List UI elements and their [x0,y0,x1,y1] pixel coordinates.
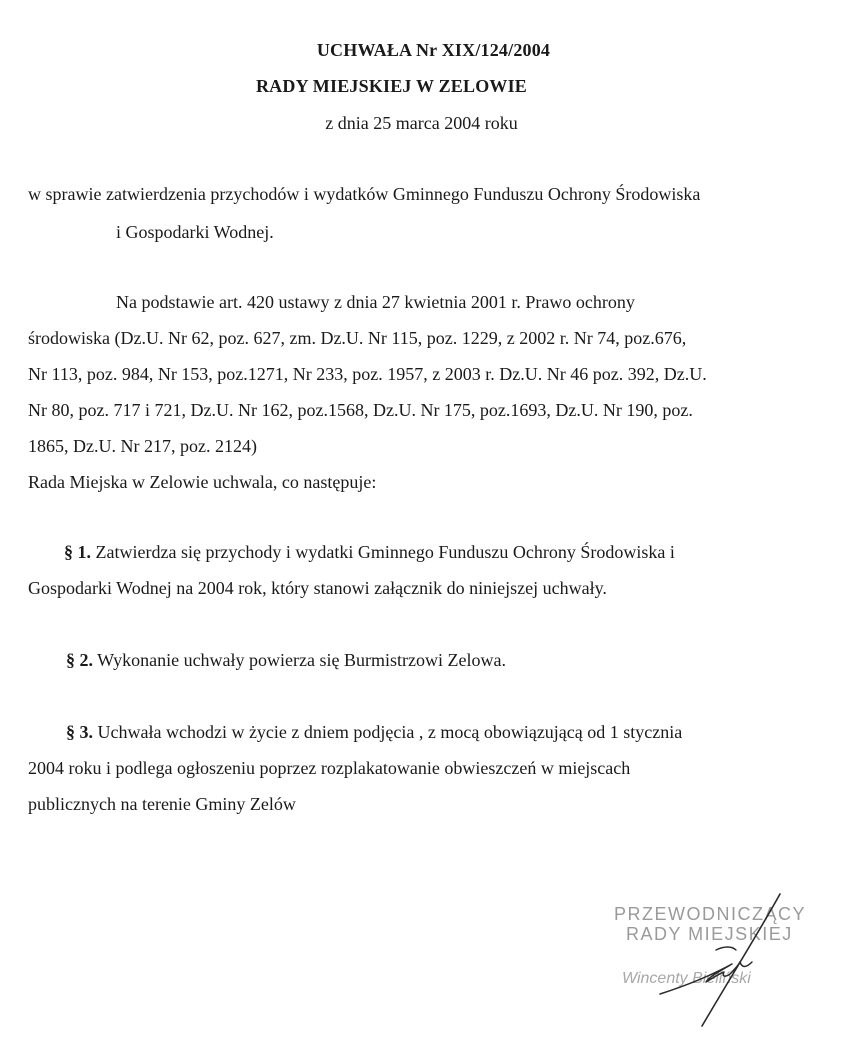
stamp-chairman-name: Wincenty Bieliński [622,970,751,987]
legal-basis-line-2: środowiska (Dz.U. Nr 62, poz. 627, zm. Dz.U. Nr 115, poz. 1229, z 2002 r. Nr 74, poz.676, [28,328,687,348]
section-2-label: § 2. [66,650,93,670]
resolution-number: UCHWAŁA Nr XIX/124/2004 [316,40,551,60]
stamp-title: PRZEWODNICZĄCY [614,904,806,924]
subject-line-2: i Gospodarki Wodnej. [116,222,274,242]
section-1-line-1 [64,542,675,563]
section-2-text: Wykonanie uchwały powierza się Burmistrzowi Zelowa. [93,650,506,670]
section-1-label: § 1. [64,542,91,562]
legal-basis-line-4: Nr 80, poz. 717 i 721, Dz.U. Nr 162, poz.1568, Dz.U. Nr 175, poz.1693, Dz.U. Nr 190, poz. [28,400,693,420]
section-3-line-3: publicznych na terenie Gminy Zelów [28,794,296,814]
section-1-line-2: Gospodarki Wodnej na 2004 rok, który stanowi załącznik do niniejszej uchwały. [28,578,607,598]
section-3-line-1 [66,722,682,743]
section-3-label: § 3. [66,722,93,742]
section-2 [66,650,506,671]
resolution-intro: Rada Miejska w Zelowie uchwala, co następuje: [28,472,377,492]
section-3-line-2: 2004 roku i podlega ogłoszeniu poprzez rozplakatowanie obwieszczeń w miejscach [28,758,631,778]
legal-basis-line-1: Na podstawie art. 420 ustawy z dnia 27 kwietnia 2001 r. Prawo ochrony [116,292,635,312]
subject-line-1: w sprawie zatwierdzenia przychodów i wydatków Gminnego Funduszu Ochrony Środowiska [28,184,701,204]
legal-basis-line-5: 1865, Dz.U. Nr 217, poz. 2124) [28,436,257,456]
council-name: RADY MIEJSKIEJ W ZELOWIE [255,76,528,96]
section-3-text: Uchwała wchodzi w życie z dniem podjęcia , z mocą obowiązującą od 1 stycznia [93,722,683,742]
legal-basis-line-3: Nr 113, poz. 984, Nr 153, poz.1271, Nr 233, poz. 1957, z 2003 r. Dz.U. Nr 46 poz. 392, Dz.U. [28,364,707,384]
resolution-date: z dnia 25 marca 2004 roku [325,113,518,133]
handwritten-signature [640,890,790,1030]
section-1-text: Zatwierdza się przychody i wydatki Gminnego Funduszu Ochrony Środowiska i [91,542,675,562]
stamp-council: RADY MIEJSKIEJ [626,924,793,944]
